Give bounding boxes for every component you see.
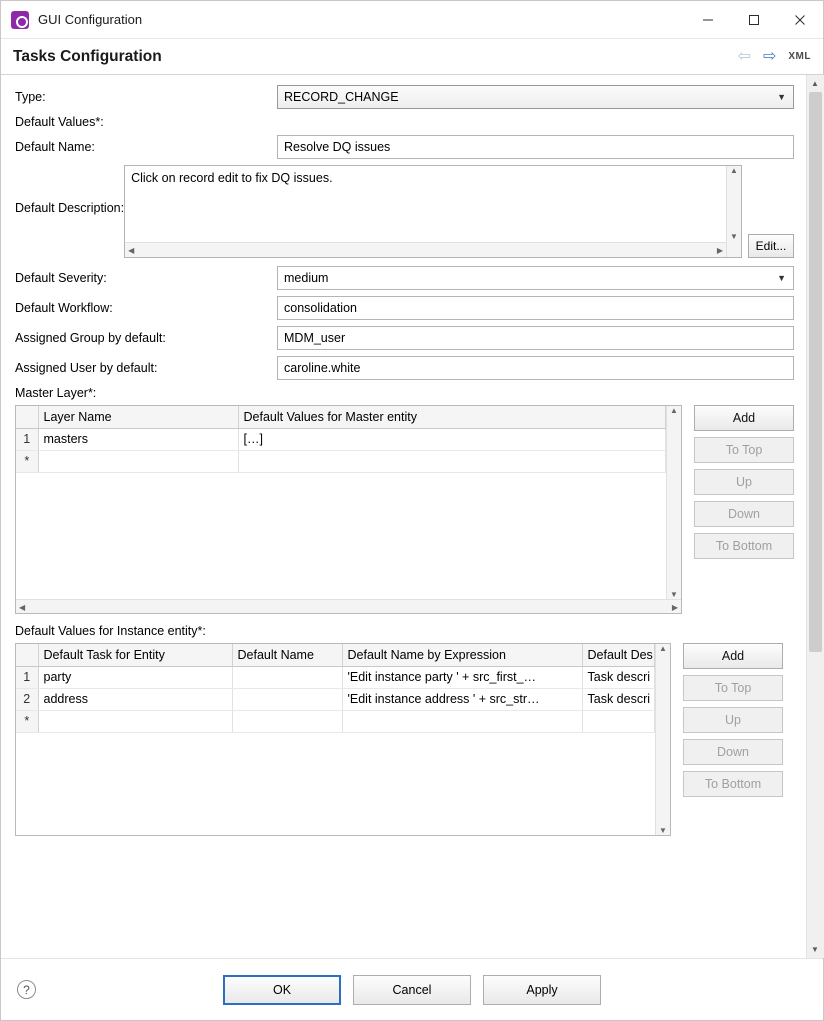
default-description-textarea[interactable] [124, 165, 742, 258]
cell-name-by-expression[interactable]: 'Edit instance address ' + src_str… [342, 688, 582, 710]
col-layer-name[interactable]: Layer Name [38, 406, 238, 428]
instance-table-vertical-scrollbar[interactable] [655, 644, 670, 835]
dialog-footer [1, 958, 823, 1020]
assigned-group-input[interactable]: MDM_user [277, 326, 794, 350]
row-default-description [15, 165, 794, 258]
scroll-right-icon[interactable]: ▶ [716, 245, 723, 255]
master-layer-block [15, 405, 794, 614]
app-icon [11, 11, 29, 29]
scroll-up-icon[interactable]: ▲ [659, 644, 667, 653]
master-layer-table[interactable] [15, 405, 682, 614]
cell-task-for-entity[interactable] [38, 710, 232, 732]
col-default-task-for-entity[interactable]: Default Task for Entity [38, 644, 232, 666]
table-row[interactable] [16, 666, 655, 688]
instance-to-top-button[interactable]: To Top [683, 675, 783, 701]
col-default-values-master[interactable]: Default Values for Master entity [238, 406, 666, 428]
default-severity-dropdown[interactable] [277, 266, 794, 290]
row-type [15, 85, 794, 109]
cell-name-by-expression[interactable] [342, 710, 582, 732]
table-row[interactable] [16, 450, 666, 472]
chevron-down-icon: ▼ [777, 92, 786, 102]
cancel-button[interactable]: Cancel [353, 975, 471, 1005]
default-values-label: Default Values*: [15, 115, 104, 129]
scroll-down-icon[interactable]: ▼ [670, 590, 678, 599]
cell-layer-name[interactable] [38, 450, 238, 472]
row-number-header [16, 644, 38, 666]
footer-buttons [1, 975, 823, 1005]
chevron-down-icon: ▼ [777, 273, 786, 283]
scrollbar-thumb[interactable] [809, 92, 822, 652]
col-default-description[interactable]: Default Des [582, 644, 655, 666]
cell-task-for-entity[interactable]: address [38, 688, 232, 710]
row-default-workflow [15, 296, 794, 320]
default-description-label: Default Description: [15, 201, 125, 215]
cell-default-name[interactable] [232, 688, 342, 710]
default-description-value: Click on record edit to fix DQ issues. [131, 171, 333, 185]
assigned-group-label: Assigned Group by default: [15, 331, 166, 345]
instance-down-button[interactable]: Down [683, 739, 783, 765]
cell-default-description[interactable]: Task descri [582, 688, 655, 710]
default-workflow-input[interactable]: consolidation [277, 296, 794, 320]
close-icon[interactable] [777, 1, 823, 39]
instance-add-button[interactable]: Add [683, 643, 783, 669]
master-down-button[interactable]: Down [694, 501, 794, 527]
table-header-row [16, 644, 655, 666]
master-layer-label: Master Layer*: [15, 386, 97, 400]
scroll-down-icon[interactable]: ▼ [807, 941, 824, 958]
col-default-name[interactable]: Default Name [232, 644, 342, 666]
scroll-up-icon[interactable]: ▲ [730, 166, 738, 175]
cell-layer-name[interactable]: masters [38, 428, 238, 450]
table-header-row [16, 406, 666, 428]
row-number: * [16, 450, 38, 472]
table-row[interactable] [16, 688, 655, 710]
cell-default-description[interactable] [582, 710, 655, 732]
master-add-button[interactable]: Add [694, 405, 794, 431]
form-area [1, 75, 806, 958]
default-name-label: Default Name: [15, 140, 95, 154]
row-default-severity [15, 266, 794, 290]
master-up-button[interactable]: Up [694, 469, 794, 495]
master-to-top-button[interactable]: To Top [694, 437, 794, 463]
window-controls [685, 1, 823, 39]
default-severity-value: medium [284, 271, 329, 285]
cell-task-for-entity[interactable]: party [38, 666, 232, 688]
master-table-horizontal-scrollbar[interactable] [16, 599, 681, 614]
scroll-left-icon[interactable]: ◀ [19, 602, 26, 612]
instance-values-buttons [683, 643, 783, 797]
row-assigned-user [15, 356, 794, 380]
row-number: * [16, 710, 38, 732]
dialog-scrollbar[interactable] [806, 75, 823, 958]
arrow-right-icon[interactable]: ⇨ [762, 47, 777, 65]
scroll-up-icon[interactable]: ▲ [807, 75, 824, 92]
instance-values-table[interactable] [15, 643, 671, 836]
instance-to-bottom-button[interactable]: To Bottom [683, 771, 783, 797]
row-default-name [15, 135, 794, 159]
row-assigned-group [15, 326, 794, 350]
instance-up-button[interactable]: Up [683, 707, 783, 733]
title-bar [1, 1, 823, 39]
description-horizontal-scrollbar[interactable] [125, 242, 726, 257]
type-value: RECORD_CHANGE [284, 90, 399, 104]
row-number: 1 [16, 428, 38, 450]
cell-default-name[interactable] [232, 710, 342, 732]
row-number: 2 [16, 688, 38, 710]
scroll-left-icon[interactable]: ◀ [128, 245, 135, 255]
type-dropdown[interactable] [277, 85, 794, 109]
instance-values-label: Default Values for Instance entity*: [15, 624, 206, 638]
type-label: Type: [15, 90, 46, 104]
apply-button[interactable]: Apply [483, 975, 601, 1005]
header-bar [1, 39, 823, 75]
xml-link[interactable]: XML [788, 51, 811, 62]
minimize-icon[interactable] [685, 1, 731, 39]
default-severity-label: Default Severity: [15, 271, 107, 285]
assigned-user-label: Assigned User by default: [15, 361, 158, 375]
cell-default-description[interactable]: Task descri [582, 666, 655, 688]
cell-default-name[interactable] [232, 666, 342, 688]
arrow-left-icon[interactable]: ⇦ [737, 47, 751, 65]
table-row[interactable] [16, 710, 655, 732]
row-default-values-label [15, 115, 794, 129]
window-title: GUI Configuration [38, 12, 143, 27]
row-number-header [16, 406, 38, 428]
scroll-up-icon[interactable]: ▲ [670, 406, 678, 415]
ok-button[interactable]: OK [223, 975, 341, 1005]
cell-default-values[interactable] [238, 450, 666, 472]
table-row[interactable] [16, 428, 666, 450]
scroll-down-icon[interactable]: ▼ [730, 232, 738, 241]
cell-default-values[interactable]: […] [238, 428, 666, 450]
default-workflow-label: Default Workflow: [15, 301, 113, 315]
master-table-vertical-scrollbar[interactable] [666, 406, 681, 599]
scroll-right-icon[interactable]: ▶ [671, 602, 678, 612]
master-to-bottom-button[interactable]: To Bottom [694, 533, 794, 559]
header-actions [738, 49, 811, 65]
scroll-down-icon[interactable]: ▼ [659, 826, 667, 835]
question-mark-icon[interactable]: ? [17, 980, 36, 999]
instance-values-block [15, 643, 794, 836]
cell-name-by-expression[interactable]: 'Edit instance party ' + src_first_… [342, 666, 582, 688]
col-default-name-by-expression[interactable]: Default Name by Expression [342, 644, 582, 666]
page-title: Tasks Configuration [13, 47, 162, 65]
edit-description-button[interactable]: Edit... [748, 234, 794, 258]
maximize-icon[interactable] [731, 1, 777, 39]
description-vertical-scrollbar[interactable] [726, 166, 741, 257]
scrollbar-track[interactable] [807, 92, 824, 941]
dialog-body [1, 75, 823, 958]
assigned-user-input[interactable]: caroline.white [277, 356, 794, 380]
row-number: 1 [16, 666, 38, 688]
default-name-input[interactable]: Resolve DQ issues [277, 135, 794, 159]
master-layer-buttons [694, 405, 794, 559]
